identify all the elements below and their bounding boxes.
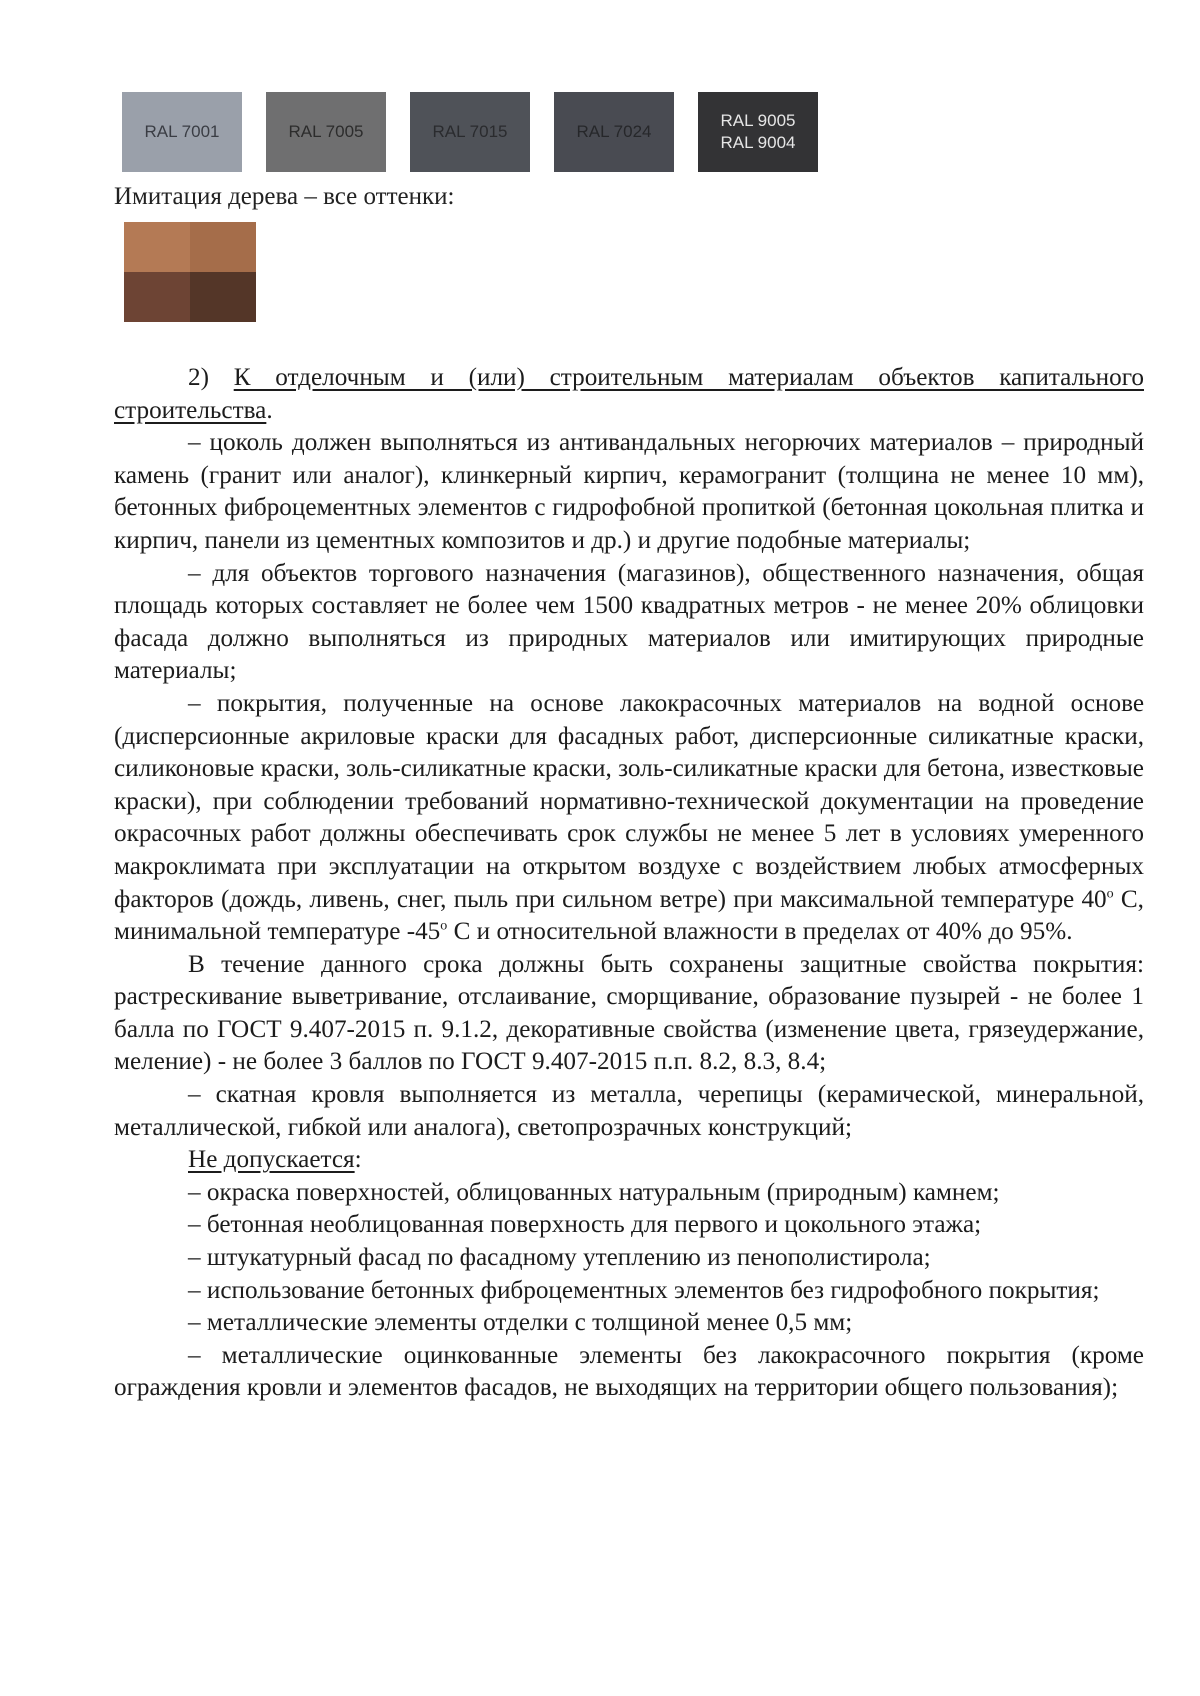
wood-tone [124,272,190,322]
wood-tone [190,272,256,322]
ral-swatch [698,92,818,172]
list-item: – бетонная необлицованная поверхность для первого и цокольного этажа; [188,1211,982,1239]
list-item: – окраска поверхностей, облицованных натуральным (природным) камнем; [188,1178,1000,1206]
list-item: – использование бетонных фиброцементных элементов без гидрофобного покрытия; [188,1276,1100,1304]
ral-swatch-label: RAL 9004 [720,133,796,152]
wood-tone [190,222,256,272]
list-item: – штукатурный фасад по фасадному утеплению из пенополистирола; [188,1244,931,1272]
ral-swatch-row [122,92,862,174]
ral-swatch-label: RAL 7005 [288,122,364,141]
paragraph-trade-objects: – для объектов торгового назначения (магазинов), общественного назначения, общая площадь которых составляет не более чем 1500 квадратных метров - не менее 20% облицовки фасада должно выполняться из природных материалов или имитирующих природные материалы; [114,559,1144,685]
list-item: – металлические оцинкованные элементы без лакокрасочного покрытия (кроме ограждения кровли и элементов фасадов, не выходящих на территории общего пользования); [114,1341,1144,1402]
ral-swatch-label: RAL 9005 [720,111,796,130]
not-allowed-heading: Не допускается: [188,1146,362,1174]
section-title: К отделочным и (или) строительным материалам объектов капитального строительства [114,364,1144,424]
ral-swatch [266,92,386,172]
ral-swatch-label: RAL 7024 [576,122,652,141]
ral-swatch-label: RAL 7015 [432,122,508,141]
paragraph-plinth: – цоколь должен выполняться из антивандальных негорючих материалов – природный камень (гранит или аналог), клинкерный кирпич, керамогранит (толщина не менее 10 мм), бетонных фиброцементных элементов с гидрофобной пропиткой (бетонная цокольная плитка и кирпич, панели из цементных композитов и др.) и другие подобные материалы; [114,429,1144,554]
wood-tone [124,222,190,272]
ral-swatch-label: RAL 7001 [144,122,220,141]
section-heading: 2) К отделочным и (или) строительным материалам объектов капитального строительства. [114,364,1144,424]
paragraph-protective-properties: В течение данного срока должны быть сохранены защитные свойства покрытия: растрескивание выветривание, отслаивание, сморщивание, образование пузырей - не более 1 балла по ГОСТ 9.407-2015 п. 9.1.2, декоративные свойства (изменение цвета, грязеудержание, меление) - не более 3 баллов по ГОСТ 9.407-2015 п.п. 8.2, 8.3, 8.4; [114,950,1144,1076]
ral-swatch [122,92,242,172]
ral-swatch [554,92,674,172]
wood-imitation-label: Имитация дерева – все оттенки: [114,183,455,210]
document-body [114,362,1144,1405]
paragraph-coatings: – покрытия, полученные на основе лакокрасочных материалов на водной основе (дисперсионные акриловые краски для фасадных работ, дисперсионные силикатные краски, силиконовые краски, золь-силикатные краски, золь-силикатные краски для бетона, известковые краски), при соблюдении требований нормативно-технической документации на проведение окрасочных работ должны обеспечивать срок службы не менее 5 лет в условиях умеренного макроклимата при эксплуатации на открытом воздухе с воздействием любых атмосферных факторов (дождь, ливень, снег, пыль при сильном ветре) при максимальной температуре 40$^o$ С, минимальной температуре -45$^o$ С и относительной влажности в пределах от 40% до 95%. [114,689,1144,946]
wood-swatch [124,222,256,322]
ral-swatch [410,92,530,172]
list-item: – металлические элементы отделки с толщиной менее 0,5 мм; [188,1309,853,1337]
paragraph-roof: – скатная кровля выполняется из металла, черепицы (керамической, минеральной, металлической, гибкой или аналога), светопрозрачных конструкций; [114,1081,1144,1141]
section-number: 2) [188,364,234,391]
